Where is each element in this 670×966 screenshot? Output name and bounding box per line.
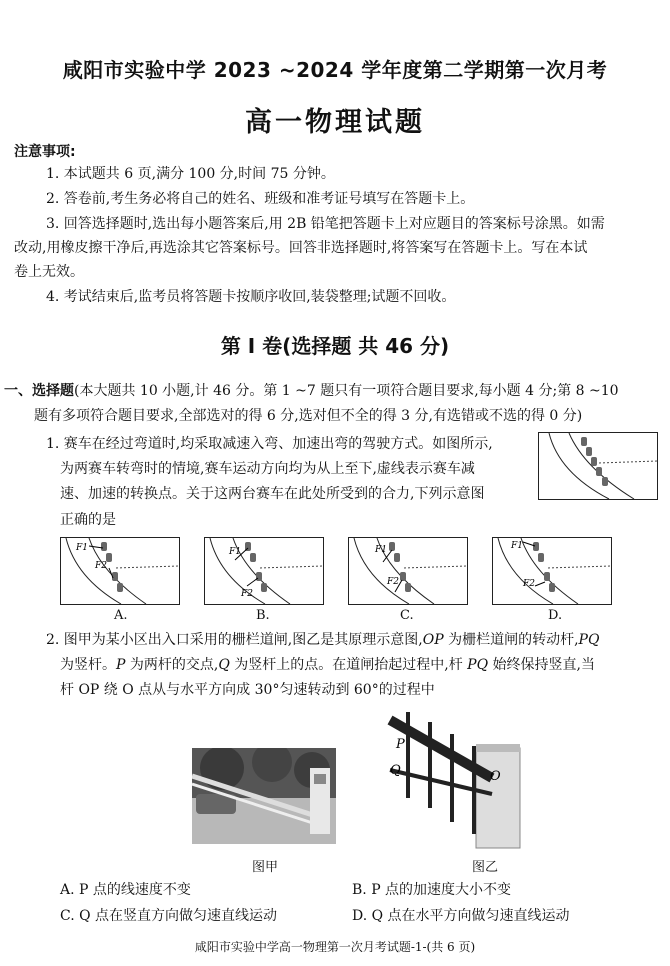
notice-item-3-end: 卷上无效。	[14, 264, 84, 280]
q1-line-2: 为两赛车转弯时的情境,赛车运动方向均为从上至下,虚线表示赛车减	[60, 461, 475, 477]
q1c-f2: F2	[387, 577, 399, 587]
q1-option-d-label: D.	[548, 608, 563, 623]
q1a-f1: F1	[76, 543, 88, 553]
q2-q: Q	[218, 657, 230, 673]
notice-item-2: 2. 答卷前,考生务必将自己的姓名、班级和准考证号填写在答题卡上。	[46, 191, 475, 207]
q1-option-b-label: B.	[256, 608, 270, 623]
q1-line-4: 正确的是	[60, 512, 116, 528]
q1-option-b-figure	[204, 537, 324, 605]
part1-desc-1: (本大题共 10 小题,计 46 分。第 1 ~7 题只有一项符合题目要求,每小题 4 分;第 8 ~10	[74, 383, 619, 399]
q2-line-2	[60, 653, 595, 677]
q1-line-1: 1. 赛车在经过弯道时,均采取减速入弯、加速出弯的驾驶方式。如图所示,	[46, 436, 493, 452]
q2-line1-pre: 2. 图甲为某小区出入口采用的栅栏道闸,图乙是其原理示意图,	[46, 632, 423, 648]
q2-line-1	[46, 628, 599, 652]
part1-desc-2: 题有多项符合题目要求,全部选对的得 6 分,选对但不全的得 3 分,有选错或不选的得 0 分)	[34, 408, 583, 424]
q1-option-c-label: C.	[400, 608, 414, 623]
q1-option-a-label: A.	[114, 608, 128, 623]
q1-option-c-figure	[348, 537, 468, 605]
q2-option-a: A. P 点的线速度不变	[60, 882, 191, 898]
q2-yi-o: O	[490, 769, 501, 784]
q1-option-d-figure	[492, 537, 612, 605]
q1c-f1: F1	[375, 545, 387, 555]
section-title: 第 I 卷(选择题 共 46 分)	[220, 334, 450, 358]
q2-yi-p: P	[396, 737, 405, 752]
q1-track-diagram	[539, 433, 657, 499]
q2-figure-yi-caption: 图乙	[472, 860, 499, 875]
part1-label: 一、选择题	[4, 383, 74, 399]
q1a-f2: F2	[95, 561, 107, 571]
exam-title: 咸阳市实验中学 2023 ~2024 学年度第二学期第一次月考	[62, 58, 608, 82]
q1b-f2: F2	[241, 589, 253, 599]
q2-p: P	[116, 657, 126, 673]
part1-intro	[4, 379, 619, 403]
notice-item-1: 1. 本试题共 6 页,满分 100 分,时间 75 分钟。	[46, 166, 335, 182]
q2-figure-yi-diagram	[380, 708, 530, 854]
notice-item-3: 3. 回答选择题时,选出每小题答案后,用 2B 铅笔把答题卡上对应题目的答案标号涂黑。如需	[46, 216, 605, 232]
q1-option-a-figure	[60, 537, 180, 605]
q2-pq-2: PQ	[467, 657, 489, 673]
q2-yi-q: Q	[390, 763, 401, 778]
q1d-f1: F1	[511, 541, 523, 551]
notice-item-3-cont: 改动,用橡皮擦干净后,再选涂其它答案标号。回答非选择题时,将答案写在答题卡上。写在本试	[14, 240, 588, 256]
page-footer: 咸阳市实验中学高一物理第一次月考试题-1-(共 6 页)	[194, 940, 476, 954]
q2-option-b: B. P 点的加速度大小不变	[352, 882, 512, 898]
q2-line1-mid: 为栅栏道闸的转动杆,	[443, 632, 579, 648]
q2-line2-a: 为竖杆。	[60, 657, 116, 673]
subject-title: 高一物理试题	[245, 107, 425, 138]
q2-figure-jia-caption: 图甲	[252, 860, 279, 875]
q2-line2-d: 始终保持竖直,当	[488, 657, 595, 673]
notice-item-4: 4. 考试结束后,监考员将答题卡按顺序收回,装袋整理;试题不回收。	[46, 289, 456, 305]
q1-line-3: 速、加速的转换点。关于这两台赛车在此处所受到的合力,下列示意图	[60, 486, 485, 502]
q2-line2-c: 为竖杆上的点。在道闸抬起过程中,杆	[229, 657, 468, 673]
q1d-f2: F2	[523, 579, 535, 589]
q1-main-figure	[538, 432, 658, 500]
q2-op: OP	[422, 632, 444, 648]
q2-pq: PQ	[578, 632, 600, 648]
q2-option-c: C. Q 点在竖直方向做匀速直线运动	[60, 908, 278, 924]
notice-heading: 注意事项:	[14, 144, 76, 160]
q2-line2-b: 为两杆的交点,	[125, 657, 219, 673]
q2-line-3: 杆 OP 绕 O 点从与水平方向成 30°匀速转动到 60°的过程中	[60, 682, 435, 698]
q2-option-d: D. Q 点在水平方向做匀速直线运动	[352, 908, 570, 924]
q2-figure-jia-photo	[192, 748, 336, 844]
q1b-f1: F1	[229, 547, 241, 557]
